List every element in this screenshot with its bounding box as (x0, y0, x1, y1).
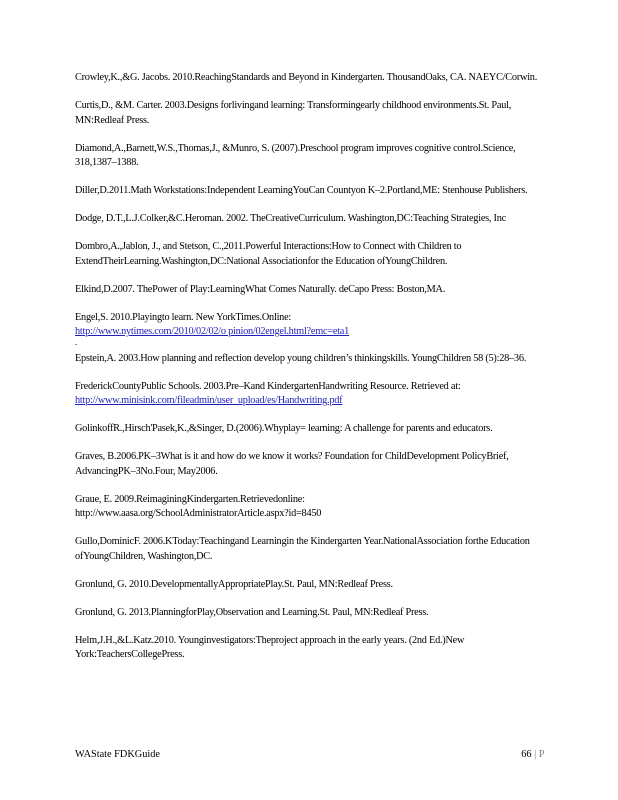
footer-separator: | (534, 749, 537, 760)
reference-text: Epstein,A. 2003.How planning and reflection develop young children’s thinkingskills. YoungChildren 58 (5):28–36. (75, 352, 527, 364)
reference-link[interactable]: http://www.nytimes.com/2010/02/02/o pinion/02engel.html?emc=eta1 (75, 326, 349, 337)
reference-text: Dodge, D.T.,L.J.Colker,&C.Heroman. 2002. TheCreativeCurriculum. Washington,DC:Teaching Strategies, Inc (75, 213, 506, 224)
reference-entry (75, 240, 545, 269)
reference-entry (75, 535, 545, 564)
reference-text: Graue, E. 2009.ReimaginingKindergarten.Retrievedonline: (75, 493, 305, 505)
reference-entry (75, 311, 545, 347)
reference-text: Diller,D.2011.Math Workstations:Independent LearningYouCan Countyon K–2.Portland,ME: Stenhouse Publishers. (75, 185, 528, 196)
reference-entry (75, 184, 545, 199)
reference-link[interactable]: http://www.minisink.com/fileadmin/user_upload/es/Handwriting.pdf (75, 395, 343, 406)
reference-entry (75, 71, 545, 86)
reference-text: Gronlund, G. 2010.DevelopmentallyAppropriatePlay.St. Paul, MN:Redleaf Press. (75, 578, 393, 590)
reference-entry (75, 606, 545, 621)
reference-entry (75, 283, 545, 298)
reference-entry (75, 578, 545, 593)
reference-entry (75, 422, 545, 437)
reference-entry (75, 99, 545, 128)
reference-text: Elkind,D.2007. ThePower of Play:LearningWhat Comes Naturally. deCapo Press: Boston,MA. (75, 283, 446, 295)
reference-url-text: http://www.aasa.org/SchoolAdministratorArticle.aspx?id=8450 (75, 508, 322, 519)
reference-text: Curtis,D., &M. Carter. 2003.Designs forlivingand learning: Transformingearly childhood environments.St. Paul, MN:Redleaf Press. (75, 100, 512, 126)
reference-text: Helm,J.H.,&L.Katz.2010. Younginvestigators:Theproject approach in the early years. (2nd Ed.)New York:TeachersCollegePress. (75, 634, 465, 660)
reference-entry (75, 493, 545, 522)
reference-text: Dombro,A.,Jablon, J., and Stetson, C.,2011.Powerful Interactions:How to Connect with Children to ExtendTheirLearning.Washington,DC:National Associationfor the Education ofYoungChildren. (75, 241, 462, 267)
reference-entry (75, 142, 545, 171)
reference-entry (75, 634, 545, 663)
reference-list (75, 71, 545, 676)
footer-page-indicator (521, 748, 545, 762)
reference-entry (75, 352, 545, 367)
reference-text: Engel,S. 2010.Playingto learn. New YorkTimes.Online: (75, 311, 292, 323)
reference-entry (75, 380, 545, 409)
page-number: 66 (521, 749, 532, 760)
reference-text: Diamond,A.,Barnett,W.S.,Thomas,J., &Munro, S. (2007).Preschool program improves cognitive control.Science, 318,1387–1388. (75, 142, 516, 168)
reference-text: Gronlund, G. 2013.PlanningforPlay,Observation and Learning.St. Paul, MN:Redleaf Press. (75, 606, 429, 618)
reference-entry (75, 212, 545, 227)
reference-text: Crowley,K.,&G. Jacobs. 2010.ReachingStandards and Beyond in Kindergarten. ThousandOaks, CA. NAEYC/Corwin. (75, 72, 538, 83)
reference-text: GolinkoffR.,Hirsch'Pasek,K.,&Singer, D.(2006).Whyplay= learning: A challenge for parents and educators. (75, 423, 493, 434)
reference-text: Graves, B.2006.PK–3What is it and how do we know it works? Foundation for ChildDevelopment PolicyBrief, AdvancingPK–3No.Four, May2006. (75, 451, 509, 477)
reference-text: Gullo,DominicF. 2006.KToday:Teachingand Learningin the Kindergarten Year.NationalAssociation forthe Education ofYoungChildren, Washington,DC. (75, 536, 530, 562)
reference-entry (75, 450, 545, 479)
footer-page-suffix: P (538, 749, 545, 760)
reference-trailing-mark: . (75, 336, 77, 347)
reference-text: FrederickCountyPublic Schools. 2003.Pre–Kand KindergartenHandwriting Resource. Retrieved at: (75, 380, 461, 392)
footer-document-title: WAState FDKGuide (75, 749, 160, 760)
